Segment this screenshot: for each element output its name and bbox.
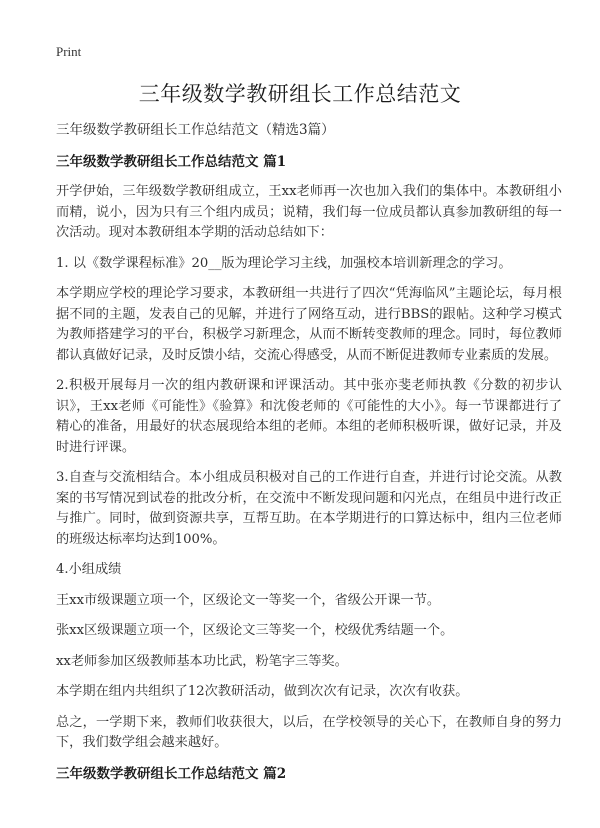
paragraph-achievement-zhang: 张xx区级课题立项一个，区级论文三等奖一个，校级优秀结题一个。 (56, 623, 454, 638)
document-body (56, 120, 562, 794)
document-subtitle: 三年级数学教研组长工作总结范文（精选3篇） (56, 122, 335, 138)
paragraph-achievement-wang: 王xx市级课题立项一个，区级论文一等奖一个，省级公开课一节。 (56, 592, 441, 608)
print-link[interactable]: Print (56, 44, 82, 59)
paragraph-intro: 开学伊始，三年级数学教研组成立，王xx老师再一次也加入我们的集体中。本教研组小而精，说小，因为只有三个组内成员；说精，我们每一位成员都认真参加教研组的每一次活动。现对本教研组本学期的活动总结如下： (56, 184, 562, 240)
paragraph-achievement-xx: xx老师参加区级教师基本功比武，粉笔字三等奖。 (56, 653, 348, 669)
section-heading-2: 三年级数学教研组长工作总结范文 篇2 (56, 765, 287, 782)
paragraph-theory-study: 本学期应学校的理论学习要求，本教研组一共进行了四次“凭海临风”主题论坛，每月根据不同的主题，发表自己的见解，并进行了网络互动，进行BBS的跟帖。这种学习模式为教师搭建学习的平台，积极学习新理念，从而不断转变教师的理念。同时，每位教师都认真做好记录，及时反馈小结，交流心得感受，从而不断促进教师专业素质的发展。 (56, 286, 562, 363)
paragraph-point-4: 4.小组成绩 (56, 562, 122, 577)
paragraph-activities: 本学期在组内共组织了12次教研活动，做到次次有记录，次次有收获。 (56, 684, 469, 699)
paragraph-point-2: 2.积极开展每月一次的组内教研课和评课活动。其中张亦斐老师执教《分数的初步认识》，王xx老师《可能性》《验算》和沈俊老师的《可能性的大小》。每一节课都进行了精心的准备，用最好的状态展现给本组的老师。本组的老师积极听课，做好记录，并及时进行评课。 (56, 378, 562, 455)
paragraph-point-3: 3.自查与交流相结合。本小组成员积极对自己的工作进行自查，并进行讨论交流。从教案的书写情况到试卷的批改分析，在交流中不断发现问题和闪光点，在组员中进行改正与推广。同时，做到资源共享，互帮互助。在本学期进行的口算达标中，组内三位老师的班级达标率均达到100%。 (56, 470, 562, 547)
paragraph-point-1: 1. 以《数学课程标准》20__版为理论学习主线，加强校本培训新理念的学习。 (56, 255, 512, 271)
section-heading-1: 三年级数学教研组长工作总结范文 篇1 (56, 154, 287, 170)
page-title: 三年级数学教研组长工作总结范文 (138, 82, 462, 106)
paragraph-conclusion: 总之，一学期下来，教师们收获很大，以后，在学校领导的关心下，在教师自身的努力下，我们数学组会越来越好。 (56, 714, 562, 750)
